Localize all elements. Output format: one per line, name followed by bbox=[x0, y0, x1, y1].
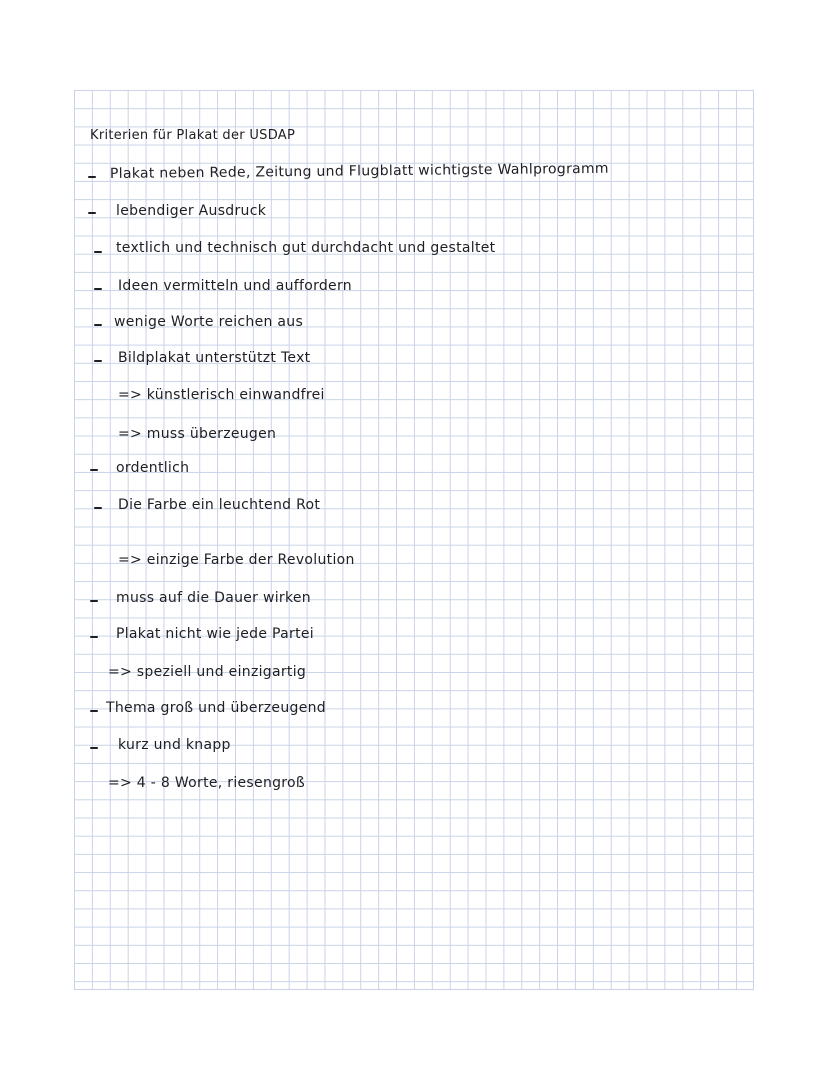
bullet-dash bbox=[90, 636, 98, 638]
bullet-dash bbox=[90, 600, 98, 602]
bullet-dash bbox=[88, 176, 96, 178]
note-line: => 4 - 8 Worte, riesengroß bbox=[108, 775, 306, 791]
bullet-dash bbox=[94, 507, 102, 509]
bullet-dash bbox=[94, 324, 102, 326]
note-line: kurz und knapp bbox=[118, 737, 231, 753]
bullet-dash bbox=[94, 288, 102, 290]
bullet-dash bbox=[90, 710, 98, 712]
bullet-dash bbox=[88, 212, 96, 214]
note-line: ordentlich bbox=[116, 460, 190, 476]
note-line: lebendiger Ausdruck bbox=[116, 203, 267, 219]
note-line: => speziell und einzigartig bbox=[108, 664, 307, 680]
note-line: Bildplakat unterstützt Text bbox=[118, 350, 311, 366]
bullet-dash bbox=[94, 360, 102, 362]
note-line: => einzige Farbe der Revolution bbox=[118, 552, 355, 568]
grid-paper bbox=[74, 90, 754, 990]
bullet-dash bbox=[90, 469, 98, 471]
note-line: Ideen vermitteln und auffordern bbox=[118, 278, 352, 294]
note-line: muss auf die Dauer wirken bbox=[116, 590, 311, 606]
note-line: Plakat nicht wie jede Partei bbox=[116, 626, 314, 642]
bullet-dash bbox=[90, 747, 98, 749]
bullet-dash bbox=[94, 251, 102, 253]
note-line: => künstlerisch einwandfrei bbox=[118, 387, 325, 403]
note-line: Thema groß und überzeugend bbox=[106, 700, 326, 716]
note-line: => muss überzeugen bbox=[118, 426, 277, 442]
note-title: Kriterien für Plakat der USDAP bbox=[90, 128, 296, 143]
note-line: wenige Worte reichen aus bbox=[114, 314, 304, 330]
note-line: Plakat neben Rede, Zeitung und Flugblatt wichtigste Wahlprogramm bbox=[109, 160, 609, 182]
note-line: textlich und technisch gut durchdacht und gestaltet bbox=[116, 240, 496, 256]
note-line: Die Farbe ein leuchtend Rot bbox=[118, 497, 321, 513]
